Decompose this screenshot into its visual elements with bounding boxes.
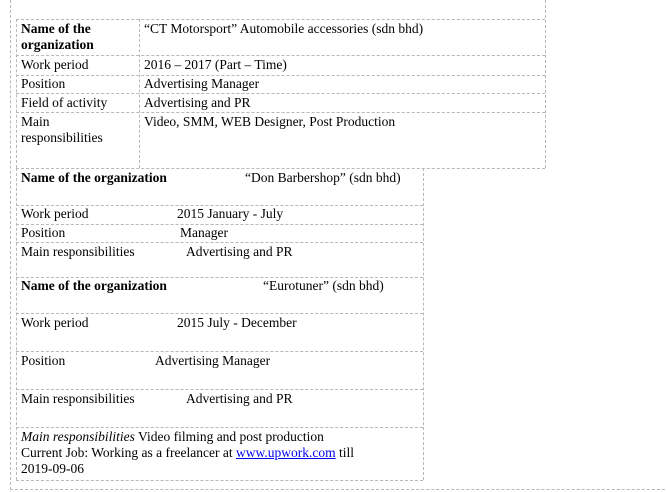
lower-right-border — [423, 168, 424, 480]
lower-bottom-border — [16, 480, 423, 481]
table1-work-period-value: 2016 – 2017 (Part – Time) — [144, 57, 287, 72]
block3-org-label: Name of the organization — [21, 278, 167, 293]
table1-row-divider — [16, 55, 545, 56]
footer-current-prefix: Current Job: Working as a freelancer at — [21, 445, 233, 460]
block3-work-value: 2015 July - December — [177, 315, 297, 330]
table1-work-period-label: Work period — [21, 57, 89, 72]
table1-field-label: Field of activity — [21, 95, 108, 110]
block3-org-value: “Eurotuner” (sdn bhd) — [263, 278, 384, 293]
block2-position-label: Position — [21, 225, 66, 240]
table1-resp-label-line1: Main — [21, 114, 50, 129]
table1-org-label-line2: organization — [21, 37, 94, 52]
table1-top-border — [16, 19, 545, 20]
block3-position-value: Advertising Manager — [155, 353, 271, 368]
upwork-link[interactable]: www.upwork.com — [235, 445, 336, 460]
table1-row-divider — [16, 93, 545, 94]
block2-work-label: Work period — [21, 206, 89, 221]
lower-row-divider — [16, 242, 423, 243]
lower-row-divider — [16, 389, 423, 390]
table1-org-value: “CT Motorsport” Automobile accessories (sdn bhd) — [144, 21, 424, 36]
table1-row-divider — [16, 75, 545, 76]
table1-field-value: Advertising and PR — [144, 95, 251, 110]
footer-current-job-line — [21, 445, 354, 461]
table1-org-label-line1: Name of the — [21, 21, 91, 36]
block3-resp-label: Main responsibilities — [21, 391, 135, 406]
lower-row-divider — [16, 427, 423, 428]
lower-row-divider — [16, 313, 423, 314]
block2-work-value: 2015 January - July — [177, 206, 284, 221]
block2-org-label: Name of the organization — [21, 170, 167, 185]
table1-position-label: Position — [21, 76, 66, 91]
table1-right-border — [545, 0, 546, 168]
table1-resp-label-line2: responsibilities — [21, 130, 103, 145]
footer-date: 2019-09-06 — [21, 461, 84, 476]
footer-current-suffix: till — [338, 445, 354, 460]
table1-row-divider — [16, 112, 545, 113]
block2-org-value: “Don Barbershop” (sdn bhd) — [245, 170, 401, 185]
block2-resp-label: Main responsibilities — [21, 244, 135, 259]
table1-bottom-border — [16, 168, 545, 169]
footer-resp-line — [21, 429, 324, 445]
footer-resp-value: Video filming and post production — [138, 429, 324, 444]
lower-left-border — [16, 168, 17, 480]
block2-position-value: Manager — [180, 225, 228, 240]
table1-resp-value: Video, SMM, WEB Designer, Post Production — [144, 114, 396, 129]
footer-resp-label: Main responsibilities — [21, 429, 135, 444]
lower-row-divider — [16, 351, 423, 352]
block2-resp-value: Advertising and PR — [186, 244, 293, 259]
block3-resp-value: Advertising and PR — [186, 391, 293, 406]
block3-work-label: Work period — [21, 315, 89, 330]
table1-position-value: Advertising Manager — [144, 76, 260, 91]
block3-position-label: Position — [21, 353, 66, 368]
